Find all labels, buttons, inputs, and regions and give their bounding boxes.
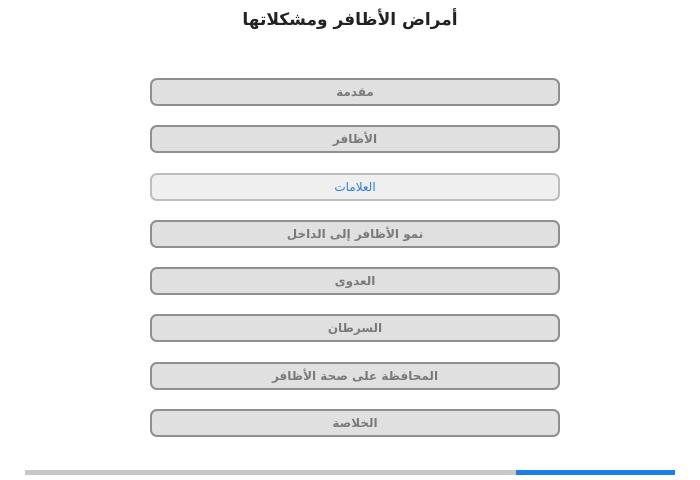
menu-item-summary[interactable]: الخلاصة (150, 409, 560, 437)
progress-bar (25, 470, 675, 475)
menu-item-infection[interactable]: العدوى (150, 267, 560, 295)
menu-item-nails[interactable]: الأظافر (150, 125, 560, 153)
page-title: أمراض الأظافر ومشكلاتها (242, 10, 458, 30)
menu-item-nail-care[interactable]: المحافظة على صحة الأظافر (150, 362, 560, 390)
menu-item-ingrown-nails[interactable]: نمو الأظافر إلى الداخل (150, 220, 560, 248)
topic-menu (150, 78, 560, 456)
menu-item-cancer[interactable]: السرطان (150, 314, 560, 342)
menu-item-introduction[interactable]: مقدمة (150, 78, 560, 106)
progress-bar-fill (516, 470, 675, 475)
menu-item-signs[interactable]: العلامات (150, 173, 560, 201)
